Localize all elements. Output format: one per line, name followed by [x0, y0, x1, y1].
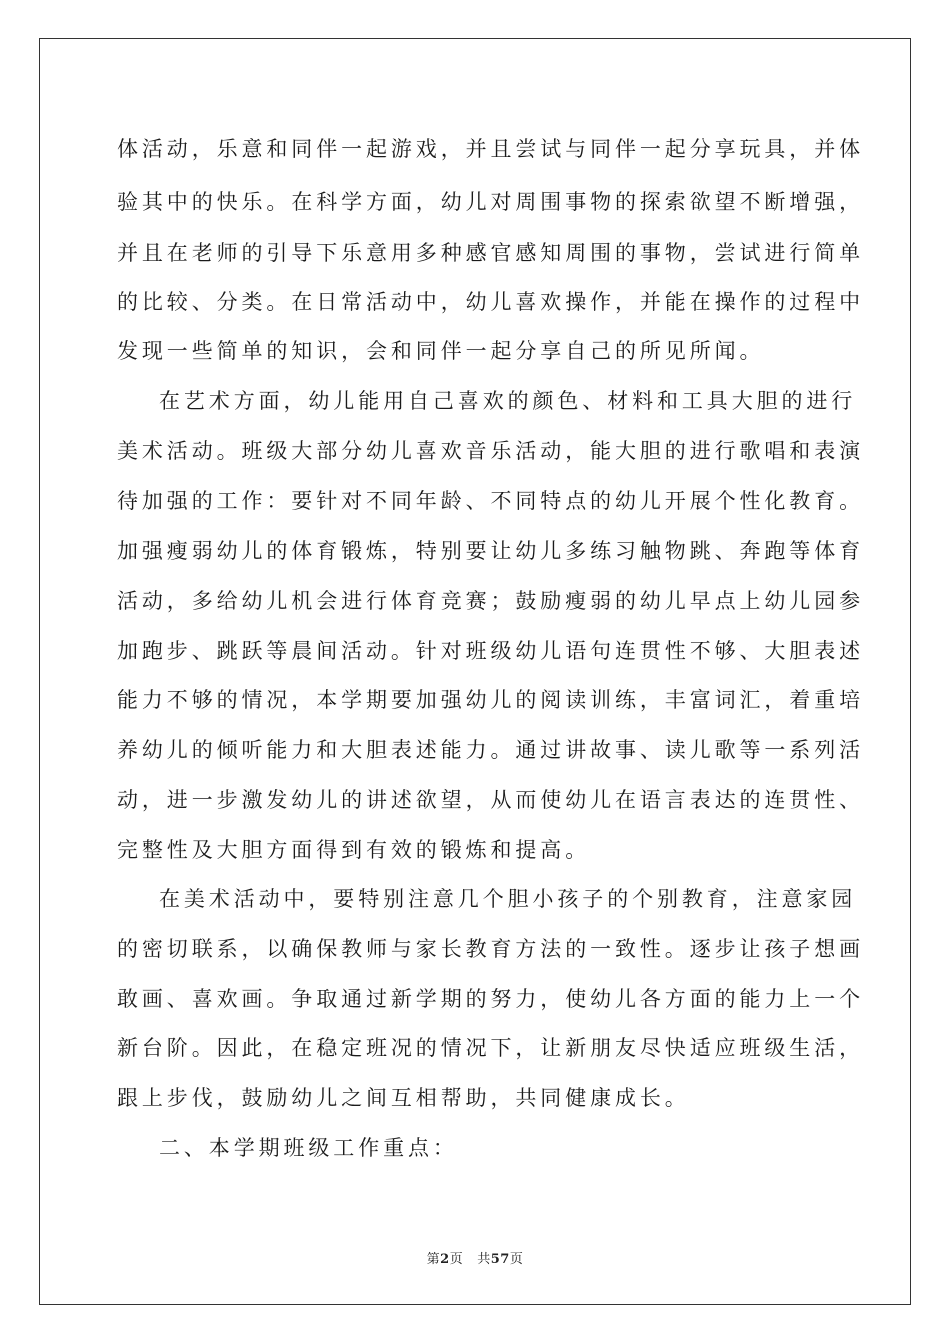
text-line: 并且在老师的引导下乐意用多种感官感知周围的事物，尝试进行简单 [117, 241, 864, 265]
section-heading: 二、本学期班级工作重点： [159, 1136, 458, 1160]
page-border [39, 38, 911, 1305]
text-line: 新台阶。因此，在稳定班况的情况下，让新朋友尽快适应班级生活， [117, 1036, 864, 1060]
text-line: 发现一些简单的知识，会和同伴一起分享自己的所见所闻。 [117, 339, 765, 363]
page-number: 2 [440, 1252, 450, 1267]
paragraph-first-line: 在艺术方面，幼儿能用自己喜欢的颜色、材料和工具大胆的进行 [159, 389, 857, 413]
text-line: 体活动，乐意和同伴一起游戏，并且尝试与同伴一起分享玩具，并体 [117, 137, 864, 161]
page-suffix: 页 [449, 1252, 464, 1267]
text-line: 动，进一步激发幼儿的讲述欲望，从而使幼儿在语言表达的连贯性、 [117, 788, 864, 812]
page-prefix: 第 [426, 1252, 441, 1267]
text-line: 活动，多给幼儿机会进行体育竞赛；鼓励瘦弱的幼儿早点上幼儿园参 [117, 589, 864, 613]
page-footer [0, 1248, 950, 1267]
text-line: 养幼儿的倾听能力和大胆表述能力。通过讲故事、读儿歌等一系列活 [117, 738, 864, 762]
total-pages: 57 [490, 1252, 510, 1267]
text-line: 加跑步、跳跃等晨间活动。针对班级幼儿语句连贯性不够、大胆表述 [117, 639, 864, 663]
text-line: 跟上步伐，鼓励幼儿之间互相帮助，共同健康成长。 [117, 1086, 690, 1110]
paragraph-first-line: 在美术活动中，要特别注意几个胆小孩子的个别教育，注意家园 [159, 887, 857, 911]
total-suffix: 页 [509, 1252, 524, 1267]
text-line: 的密切联系，以确保教师与家长教育方法的一致性。逐步让孩子想画 [117, 937, 864, 961]
text-line: 能力不够的情况，本学期要加强幼儿的阅读训练，丰富词汇，着重培 [117, 688, 864, 712]
total-prefix: 共 [477, 1252, 491, 1267]
text-line: 美术活动。班级大部分幼儿喜欢音乐活动，能大胆的进行歌唱和表演 [117, 439, 864, 463]
text-line: 加强瘦弱幼儿的体育锻炼，特别要让幼儿多练习触物跳、奔跑等体育 [117, 539, 864, 563]
text-line: 的比较、分类。在日常活动中，幼儿喜欢操作，并能在操作的过程中 [117, 290, 864, 314]
text-line: 敢画、喜欢画。争取通过新学期的努力，使幼儿各方面的能力上一个 [117, 987, 864, 1011]
text-line: 验其中的快乐。在科学方面，幼儿对周围事物的探索欲望不断增强， [117, 190, 864, 214]
text-line: 完整性及大胆方面得到有效的锻炼和提高。 [117, 838, 591, 862]
text-line: 待加强的工作：要针对不同年龄、不同特点的幼儿开展个性化教育。 [117, 489, 864, 513]
